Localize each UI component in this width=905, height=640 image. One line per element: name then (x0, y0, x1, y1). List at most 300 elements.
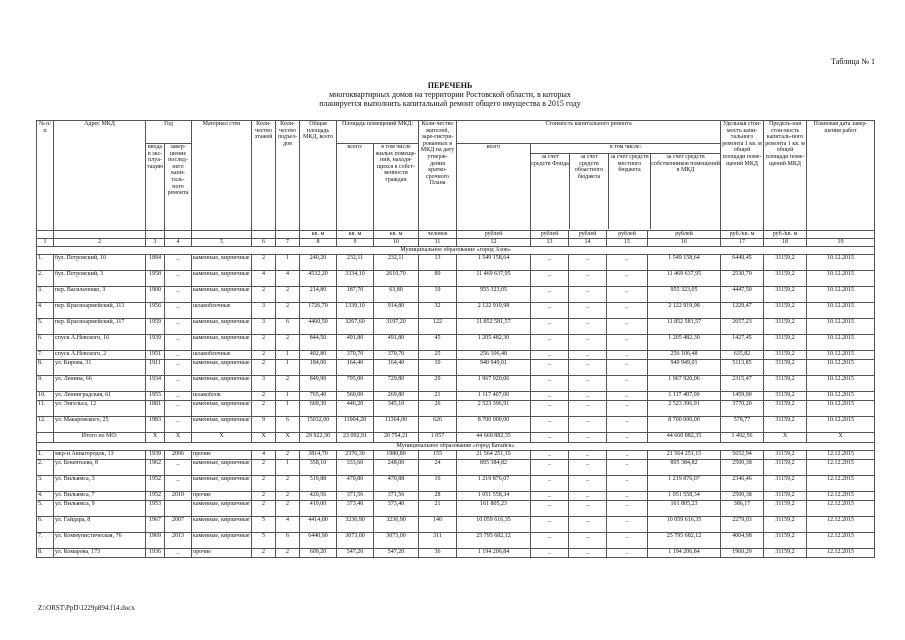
table-cell: 3236,90 (337, 517, 374, 533)
column-number-cell: 8 (300, 239, 337, 247)
column-number-cell: 11 (419, 239, 457, 247)
table-cell: ул. Вильямса, 7 (54, 492, 146, 501)
table-cell: _ (165, 303, 192, 319)
table-cell: 1 051 558,34 (457, 492, 531, 501)
table-cell: 1881 (146, 401, 165, 417)
table-row (37, 287, 875, 303)
table-cell: 1 219 876,07 (648, 476, 721, 492)
table-cell: 4532,20 (300, 271, 337, 287)
table-cell: 4 (252, 451, 276, 460)
table-cell: 1983 (146, 417, 165, 433)
table-cell: _ (531, 392, 569, 401)
header-premises-total: всего: (337, 144, 374, 231)
table-cell: 4460,50 (300, 319, 337, 335)
table-cell: 21 564 251,15 (457, 451, 531, 460)
table-cell: 2 (276, 303, 300, 319)
table-cell: _ (569, 392, 607, 401)
table-cell: 29 (419, 376, 457, 392)
table-cell: 12.12.2015 (807, 492, 875, 501)
table-cell: 6 (276, 417, 300, 433)
table-cell: 1952 (146, 492, 165, 501)
table-cell: 3814,70 (300, 451, 337, 460)
table-cell: 1 205 482,30 (648, 335, 721, 351)
table-cell: _ (569, 376, 607, 392)
table-cell: 2376,30 (337, 451, 374, 460)
table-cell: 3. (37, 287, 54, 303)
table-cell: 24 (419, 460, 457, 476)
table-cell: ул. Комарова, 173 (54, 549, 146, 558)
table-cell: 2 (276, 376, 300, 392)
header-floors: Коли-чество этажей (252, 121, 276, 231)
table-cell: 15032,00 (300, 417, 337, 433)
total-cell: X (252, 433, 276, 443)
table-cell: 31159,2 (764, 451, 807, 460)
table-cell: 31159,2 (764, 360, 807, 376)
table-cell: 10 (419, 360, 457, 376)
table-cell: _ (531, 476, 569, 492)
table-cell: 2. (37, 271, 54, 287)
table-cell: шлакоблочные (192, 303, 252, 319)
table-cell: 914,80 (374, 303, 419, 319)
table-row (37, 376, 875, 392)
unit-cell: руб./кв. м (764, 231, 807, 239)
table-cell: 12.12.2015 (807, 451, 875, 460)
table-row (37, 319, 875, 335)
table-cell: 1952 (146, 476, 165, 492)
table-cell: 402,80 (300, 351, 337, 360)
table-cell: 31159,2 (764, 533, 807, 549)
total-cell: X (276, 433, 300, 443)
table-cell: 386,17 (721, 501, 764, 517)
table-cell: 2 523 396,91 (457, 401, 531, 417)
column-number-cell: 6 (252, 239, 276, 247)
table-cell: _ (165, 549, 192, 558)
table-cell: _ (165, 335, 192, 351)
table-cell: 31159,2 (764, 476, 807, 492)
table-cell: 1934 (146, 376, 165, 392)
table-cell: 25 795 682,12 (457, 533, 531, 549)
unit-cell (807, 231, 875, 239)
table-cell: _ (607, 549, 648, 558)
table-cell: бул. Петровский, 10 (54, 255, 146, 271)
table-cell: 25 (419, 351, 457, 360)
table-cell: 11 852 581,57 (648, 319, 721, 335)
table-cell: 4 (252, 271, 276, 287)
table-row (37, 451, 875, 460)
table-cell: 2 (252, 287, 276, 303)
table-cell: 2 (276, 476, 300, 492)
table-cell: _ (607, 492, 648, 501)
table-cell: 3 (252, 303, 276, 319)
table-cell: ул. Вильямса, 3 (54, 476, 146, 492)
table-cell: 4 (276, 271, 300, 287)
column-number-cell: 3 (146, 239, 165, 247)
table-cell: 6 (276, 319, 300, 335)
table-cell: каменные, кирпичные (192, 417, 252, 433)
table-cell: _ (531, 501, 569, 517)
table-cell: 940 949,01 (648, 360, 721, 376)
table-cell: 11 469 637,95 (457, 271, 531, 287)
table-cell: пер. Васильченко, 3 (54, 287, 146, 303)
table-cell: _ (607, 287, 648, 303)
table-cell: 547,20 (337, 549, 374, 558)
table-cell: 11904,20 (337, 417, 374, 433)
table-row (37, 549, 875, 558)
table-cell: 31159,2 (764, 255, 807, 271)
table-cell: 470,88 (374, 476, 419, 492)
table-cell: каменные, кирпичные (192, 360, 252, 376)
table-row (37, 460, 875, 476)
table-cell: 4447,50 (721, 287, 764, 303)
total-cell: 1 057 (419, 433, 457, 443)
table-cell: мкр-н Авиагородок, 13 (54, 451, 146, 460)
table-cell: 8 700 000,00 (457, 417, 531, 433)
table-cell: 1980,80 (374, 451, 419, 460)
table-cell: _ (569, 319, 607, 335)
unit-cell: рублей (531, 231, 569, 239)
unit-cell (276, 231, 300, 239)
table-cell: 420,56 (300, 492, 337, 501)
table-cell: 1 051 558,34 (648, 492, 721, 501)
table-cell: 4. (37, 492, 54, 501)
table-cell: 1 (276, 392, 300, 401)
table-cell: 3 (252, 376, 276, 392)
header-cost: Стоимость капитального ремонта (457, 121, 721, 144)
table-cell: 31159,2 (764, 549, 807, 558)
table-cell: 2010 (165, 492, 192, 501)
column-number-cell: 17 (721, 239, 764, 247)
table-cell: 146 (419, 517, 457, 533)
table-cell: _ (607, 271, 648, 287)
table-cell: 31159,2 (764, 287, 807, 303)
table-cell: 31159,2 (764, 501, 807, 517)
table-row (37, 492, 875, 501)
table-cell: 31159,2 (764, 376, 807, 392)
table-cell: 1960,29 (721, 549, 764, 558)
unit-cell: рублей (607, 231, 648, 239)
table-cell: 63,80 (374, 287, 419, 303)
table-cell: пер. Красноармейский, 113 (54, 303, 146, 319)
table-cell: 2 122 919,98 (457, 303, 531, 319)
table-cell: 1 (276, 360, 300, 376)
header-cost-owners: за счет средств собственников помещений в МКД (651, 154, 720, 174)
table-cell: 2 523 396,91 (648, 401, 721, 417)
total-cell: X (764, 433, 807, 443)
table-cell: 1. (37, 255, 54, 271)
table-cell: 2 (252, 492, 276, 501)
table-cell: _ (165, 351, 192, 360)
table-cell: шлакоблочные (192, 351, 252, 360)
column-number-cell: 10 (374, 239, 419, 247)
table-cell: _ (165, 287, 192, 303)
table-cell: 955 323,05 (648, 287, 721, 303)
table-cell: 31159,2 (764, 351, 807, 360)
table-cell: 32 (419, 303, 457, 319)
table-cell: ул. Энгельса, 12 (54, 401, 146, 417)
table-cell: 2. (37, 460, 54, 476)
table-cell: каменные, кирпичные (192, 376, 252, 392)
table-cell: 10 059 616,35 (648, 517, 721, 533)
unit-cell (165, 231, 192, 239)
table-cell: _ (569, 549, 607, 558)
table-cell: 3334,10 (337, 271, 374, 287)
table-cell: 470,80 (337, 476, 374, 492)
table-cell: _ (607, 392, 648, 401)
table-cell: 256 106,48 (648, 351, 721, 360)
table-cell: 13 (419, 255, 457, 271)
table-cell: 232,11 (374, 255, 419, 271)
table-cell: 2 (252, 401, 276, 417)
table-cell: _ (607, 255, 648, 271)
table-cell: 2 (252, 255, 276, 271)
table-cell: 849,90 (300, 376, 337, 392)
table-row (37, 351, 875, 360)
table-cell: _ (569, 401, 607, 417)
table-cell: 1951 (146, 351, 165, 360)
table-cell: 256 106,48 (457, 351, 531, 360)
table-row (37, 417, 875, 433)
header-walls: Материал стен (192, 121, 252, 231)
table-cell: _ (569, 271, 607, 287)
table-cell: каменные, кирпичные (192, 319, 252, 335)
table-cell: _ (165, 476, 192, 492)
header-cost-regional: за счет средств областного бюджета (570, 154, 609, 229)
table-cell: 19 (419, 287, 457, 303)
table-cell: каменные, кирпичные (192, 287, 252, 303)
table-cell: 446,20 (337, 401, 374, 417)
table-cell: 10.12.2015 (807, 392, 875, 401)
table-cell: 184,00 (300, 360, 337, 376)
unit-cell: рублей (648, 231, 721, 239)
table-cell: _ (531, 417, 569, 433)
table-cell: 26 (419, 401, 457, 417)
table-cell: 3236,90 (374, 517, 419, 533)
total-cell: 44 660 882,35 (648, 433, 721, 443)
table-cell: 940 949,01 (457, 360, 531, 376)
table-cell: 45 (419, 335, 457, 351)
table-cell: 333,60 (337, 460, 374, 476)
table-cell: 1 219 876,07 (457, 476, 531, 492)
table-cell: 2346,46 (721, 476, 764, 492)
table-cell: _ (531, 303, 569, 319)
table-cell: 8. (37, 360, 54, 376)
total-cell: X (192, 433, 252, 443)
total-cell: 1 492,56 (721, 433, 764, 443)
table-cell: _ (531, 376, 569, 392)
table-cell: _ (165, 255, 192, 271)
table-cell: прочие (192, 549, 252, 558)
table-cell: 1955 (146, 392, 165, 401)
table-cell: _ (531, 533, 569, 549)
table-cell: 12. (37, 417, 54, 433)
table-cell: 1958 (146, 271, 165, 287)
total-cell: 44 660 882,35 (457, 433, 531, 443)
table-cell: 2500,38 (721, 492, 764, 501)
header-residents: Коли-чество жителей, заре-гистри-рованных в МКД на дату утверж-дения кратко-срочного Плана (419, 121, 457, 231)
total-row (37, 433, 875, 443)
table-cell: 232,11 (337, 255, 374, 271)
table-cell: прочие (192, 451, 252, 460)
table-cell: _ (569, 303, 607, 319)
table-cell: 187,70 (337, 287, 374, 303)
table-cell: 2 (276, 287, 300, 303)
table-cell: 2 (252, 351, 276, 360)
header-entrances: Коли-чество подъез-дов (276, 121, 300, 231)
table-cell: 345,10 (374, 401, 419, 417)
table-cell: 2 122 919,98 (648, 303, 721, 319)
total-cell: X (146, 433, 165, 443)
table-cell: _ (165, 271, 192, 287)
table-row (37, 501, 875, 517)
table-cell: 10.12.2015 (807, 360, 875, 376)
table-cell: 31159,2 (764, 335, 807, 351)
table-cell: 6 (276, 533, 300, 549)
table-cell: 2500,38 (721, 460, 764, 476)
header-cost-total: всего (457, 144, 531, 231)
table-cell: 1 117 407,00 (648, 392, 721, 401)
table-cell: каменные, кирпичные (192, 271, 252, 287)
table-cell: 269,80 (374, 392, 419, 401)
table-cell: _ (607, 501, 648, 517)
table-cell: _ (607, 351, 648, 360)
table-cell: 2 (252, 360, 276, 376)
capital-repair-table (36, 120, 875, 558)
table-cell: _ (607, 517, 648, 533)
table-cell: 626 (419, 417, 457, 433)
table-cell: 161 805,23 (648, 501, 721, 517)
table-cell: _ (607, 401, 648, 417)
column-number-cell: 14 (569, 239, 607, 247)
table-cell: _ (569, 501, 607, 517)
table-cell: 3073,00 (374, 533, 419, 549)
unit-cell (146, 231, 165, 239)
table-cell: _ (569, 417, 607, 433)
table-cell: ул. Вильямса, 9 (54, 501, 146, 517)
total-cell: Итого по МО: (54, 433, 146, 443)
table-cell: _ (531, 401, 569, 417)
table-cell: 2 (276, 335, 300, 351)
table-cell: 10.12.2015 (807, 319, 875, 335)
section-row (37, 443, 875, 451)
table-cell: 10.12.2015 (807, 255, 875, 271)
table-cell: 1939 (146, 335, 165, 351)
table-cell: каменные, кирпичные (192, 460, 252, 476)
unit-cell (54, 231, 146, 239)
table-cell: _ (531, 255, 569, 271)
table-cell: 10.12.2015 (807, 303, 875, 319)
header-plan-date: Плановая дата завер-шения работ (807, 121, 875, 231)
table-cell: 635,82 (721, 351, 764, 360)
table-row (37, 533, 875, 549)
table-cell: _ (531, 335, 569, 351)
unit-cell: кв. м (374, 231, 419, 239)
table-cell: 7. (37, 351, 54, 360)
table-cell: 5 (252, 533, 276, 549)
table-cell: _ (531, 271, 569, 287)
table-cell: 9 (252, 417, 276, 433)
table-cell: каменные, кирпичные (192, 401, 252, 417)
column-numbers-row (37, 239, 875, 247)
table-cell: 1969 (146, 533, 165, 549)
table-cell: 1884 (146, 255, 165, 271)
table-cell: _ (531, 451, 569, 460)
units-row (37, 231, 875, 239)
table-cell: 5. (37, 501, 54, 517)
column-number-cell: 18 (764, 239, 807, 247)
table-cell: _ (569, 360, 607, 376)
table-cell: 12.12.2015 (807, 460, 875, 476)
table-cell: 11. (37, 401, 54, 417)
table-cell: ул. Ленинградская, 61 (54, 392, 146, 401)
table-cell: 1 117 407,00 (457, 392, 531, 401)
table-cell: 6440,90 (300, 533, 337, 549)
unit-cell (37, 231, 54, 239)
table-cell: 1 549 158,64 (457, 255, 531, 271)
table-cell: 12.12.2015 (807, 476, 875, 492)
table-cell: _ (531, 360, 569, 376)
section-row (37, 247, 875, 255)
table-row (37, 271, 875, 287)
table-cell: 2 (252, 476, 276, 492)
table-row (37, 303, 875, 319)
table-cell: _ (531, 517, 569, 533)
table-cell: 122 (419, 319, 457, 335)
table-cell: 31159,2 (764, 319, 807, 335)
table-cell: 12.12.2015 (807, 501, 875, 517)
table-cell: 10. (37, 392, 54, 401)
header-cost-breakdown (531, 144, 721, 231)
table-cell: 669,30 (300, 401, 337, 417)
table-cell: 795,00 (337, 376, 374, 392)
table-cell: _ (569, 460, 607, 476)
table-cell: _ (165, 376, 192, 392)
total-cell: _ (569, 433, 607, 443)
table-cell: _ (607, 460, 648, 476)
table-cell: _ (607, 476, 648, 492)
table-cell: _ (569, 492, 607, 501)
table-cell: 895 384,82 (648, 460, 721, 476)
total-cell (37, 433, 54, 443)
column-number-cell: 19 (807, 239, 875, 247)
table-cell: 2 (276, 451, 300, 460)
table-cell: 2 (252, 549, 276, 558)
table-cell: пер. Красноармейский, 117 (54, 319, 146, 335)
table-cell: _ (531, 549, 569, 558)
table-cell: 12.12.2015 (807, 533, 875, 549)
table-cell: _ (165, 360, 192, 376)
table-cell: 21 564 251,15 (648, 451, 721, 460)
table-row (37, 255, 875, 271)
table-cell: 2 (276, 492, 300, 501)
table-cell: 2007 (165, 517, 192, 533)
table-cell: 578,77 (721, 417, 764, 433)
unit-cell: рублей (457, 231, 531, 239)
table-cell: 31159,2 (764, 417, 807, 433)
table-cell: ул. Коммунистическая, 76 (54, 533, 146, 549)
table-cell: 955 323,05 (457, 287, 531, 303)
table-cell: 1962 (146, 460, 165, 476)
table-cell: 31159,2 (764, 492, 807, 501)
header-premises-private: в том числе жилых помеще-ний, находя-щихся в собст-венности граждан (374, 144, 419, 231)
column-number-cell: 9 (337, 239, 374, 247)
table-cell: 240,20 (300, 255, 337, 271)
table-cell: 31159,2 (764, 401, 807, 417)
table-cell: 5 (252, 517, 276, 533)
table-cell: _ (569, 351, 607, 360)
table-cell: 6449,45 (721, 255, 764, 271)
table-cell: 214,80 (300, 287, 337, 303)
table-cell: _ (569, 335, 607, 351)
